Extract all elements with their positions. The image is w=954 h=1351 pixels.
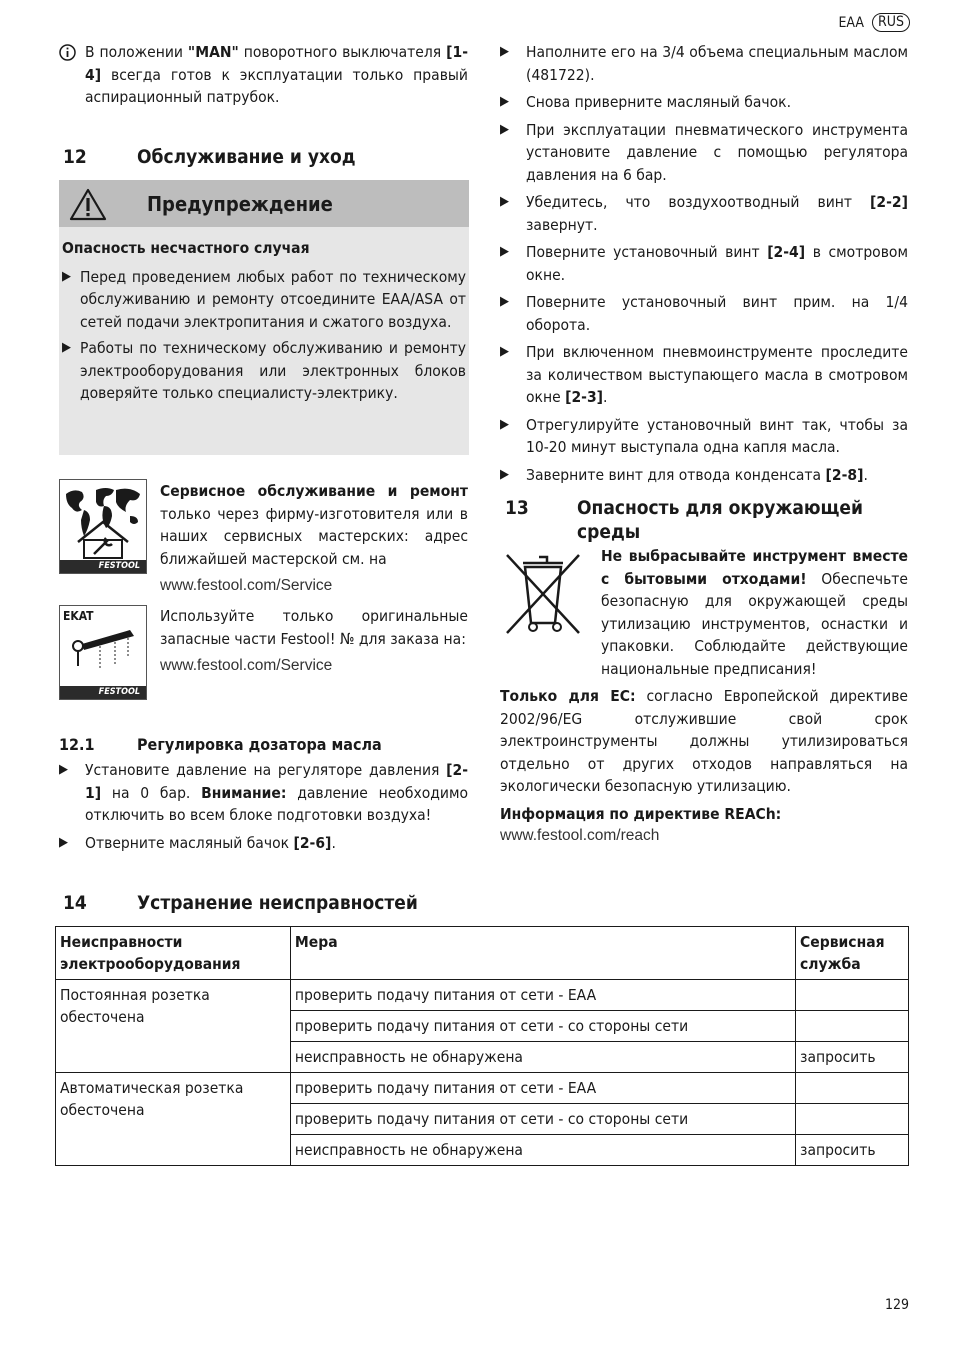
section-title: Устранение неисправностей <box>137 892 418 914</box>
intro-text-2: поворотного выключателя <box>238 43 447 61</box>
warning-box <box>59 180 469 455</box>
list-item <box>59 832 468 855</box>
fault-cell: Постоянная розетка обесточена <box>56 980 291 1073</box>
warning-title: Предупреждение <box>147 191 333 216</box>
bullet-icon: ▶ <box>500 466 509 482</box>
text: Отверните масляный бачок <box>85 833 294 852</box>
warning-subtitle: Опасность несчастного случая <box>62 239 310 257</box>
bullet-icon: ▶ <box>500 344 509 359</box>
header-service: Сервисная служба <box>796 927 909 980</box>
spare-parts-image <box>59 605 147 700</box>
language-badge: RUS <box>872 13 910 32</box>
info-icon <box>59 41 85 68</box>
section-13-heading <box>505 496 905 544</box>
list-item <box>500 41 908 86</box>
environment-text <box>500 545 908 848</box>
ref: [2-3] <box>565 388 604 406</box>
bullet-icon: ▶ <box>62 340 71 355</box>
warning-item <box>62 337 466 405</box>
service-link[interactable]: www.festool.com/Service <box>160 577 333 594</box>
bullet-icon: ▶ <box>500 121 509 137</box>
text: Отрегулируйте установочный винт так, чтобы за 10-20 минут выступала одна капля масла. <box>526 415 908 456</box>
oil-steps-right <box>500 41 908 486</box>
text: Наполните его на 3/4 объема специальным маслом (481722). <box>526 43 908 84</box>
ref: [2-2] <box>870 193 908 211</box>
service-bold: Сервисное обслуживание и ремонт <box>160 482 468 500</box>
section-number: 12 <box>63 146 87 168</box>
warning-header <box>59 180 469 227</box>
disposal-warning: Не выбрасывайте инструмент вместе с бытовыми отходами! <box>601 547 908 588</box>
table-row <box>56 980 909 1011</box>
bullet-icon: ▶ <box>500 416 509 432</box>
parts-text <box>160 605 468 678</box>
page-number: 129 <box>884 1297 909 1313</box>
intro-ref: [1-4] <box>85 43 468 84</box>
disposal-text: Обеспечьте безопасную для окружающей среды утилизацию инструментов, оснастки и упаковки. Соблюдайте действующие национальные предписания! <box>601 569 908 678</box>
service-cell <box>796 1073 909 1104</box>
service-cell: запросить <box>796 1135 909 1166</box>
intro-note <box>59 41 468 109</box>
intro-text: В положении <box>85 43 188 61</box>
parts-body: Используйте только оригинальные запасные части Festool! № для заказа на: <box>160 607 468 648</box>
section-number: 13 <box>505 497 529 519</box>
troubleshooting-table <box>55 926 909 1166</box>
bullet-icon: ▶ <box>59 762 68 777</box>
text: давление необходимо отключить во всем блоке подготовки воздуха! <box>85 783 468 824</box>
section-title: Обслуживание и уход <box>137 146 356 168</box>
list-item <box>500 241 908 286</box>
header-action: Мера <box>290 927 795 980</box>
attention: Внимание: <box>201 783 287 802</box>
eu-label: Только для ЕС: <box>500 687 636 705</box>
warning-item-text: Перед проведением любых работ по техническому обслуживанию и ремонту отсоедините EAA/ASA от сетей подачи электропитания и сжатого воздуха. <box>80 267 466 331</box>
service-cell <box>796 1011 909 1042</box>
section-14-heading <box>63 891 418 915</box>
ref: [2-1] <box>85 761 468 802</box>
action-cell: проверить подачу питания от сети - EAA <box>290 1073 795 1104</box>
service-text <box>160 480 468 598</box>
list-item <box>500 191 908 236</box>
table-row <box>56 1073 909 1104</box>
festool-logo: FESTOOL <box>60 560 146 573</box>
service-cell: запросить <box>796 1042 909 1073</box>
list-item <box>500 291 908 336</box>
list-item <box>500 91 908 114</box>
service-body: только через фирму-изготовителя или в наших сервисных мастерских: адрес ближайшей мастерской см. на <box>160 504 468 568</box>
list-item <box>500 414 908 459</box>
ref: [2-6] <box>293 833 332 852</box>
header-fault: Неисправности электрооборудования <box>56 927 291 980</box>
warning-item-text: Работы по техническому обслуживанию и ремонту электрооборудования или электронных блоков доверяйте только специалисту-электрику. <box>80 339 466 402</box>
text: Убедитесь, что воздухоотводный винт <box>526 193 871 211</box>
ref: [2-4] <box>767 243 806 261</box>
service-world-image <box>59 479 147 574</box>
text: Установите давление на регуляторе давления <box>85 761 447 779</box>
action-cell: проверить подачу питания от сети - со стороны сети <box>290 1104 795 1135</box>
warning-triangle-icon <box>69 188 107 225</box>
warning-item <box>62 266 466 334</box>
reach-label: Информация по директиве REACh: <box>500 804 782 823</box>
bullet-icon: ▶ <box>500 94 509 109</box>
table-header-row <box>56 927 909 980</box>
text: . <box>331 833 336 852</box>
festool-logo: FESTOOL <box>60 686 146 699</box>
text: на 0 бар. <box>101 783 202 802</box>
reach-link[interactable]: www.festool.com/reach <box>500 827 660 844</box>
bullet-icon: ▶ <box>500 244 509 259</box>
model-label: EAA <box>838 14 865 31</box>
service-cell <box>796 980 909 1011</box>
parts-link[interactable]: www.festool.com/Service <box>160 657 333 674</box>
text: Заверните винт для отвода конденсата <box>526 465 826 484</box>
intro-man: "MAN" <box>187 43 239 61</box>
text: . <box>603 388 608 406</box>
action-cell: неисправность не обнаружена <box>290 1135 795 1166</box>
eu-text: согласно Европейской директиве 2002/96/EG отслужившие свой срок электроинструменты должны утилизироваться отдельно от других отходов направляться на экологически безопасную утилизацию. <box>500 687 909 795</box>
section-title: Опасность для окружающей среды <box>577 497 863 543</box>
intro-text-3: всегда готов к эксплуатации только правый аспирационный патрубок. <box>85 65 468 106</box>
text: завернут. <box>526 215 598 234</box>
text: Поверните установочный винт прим. на 1/4 оборота. <box>526 293 908 334</box>
text: Поверните установочный винт <box>526 243 768 261</box>
service-cell <box>796 1104 909 1135</box>
oil-steps-left <box>59 759 468 854</box>
bullet-icon: ▶ <box>500 44 509 59</box>
section-12-1-heading <box>59 734 382 756</box>
list-item <box>500 464 908 487</box>
text: При включенном пневмоинструменте проследите за количеством выступающего масла в смотровом окне <box>526 343 908 406</box>
action-cell: неисправность не обнаружена <box>290 1042 795 1073</box>
bullet-icon: ▶ <box>500 194 509 209</box>
list-item <box>500 119 908 187</box>
fault-cell: Автоматическая розетка обесточена <box>56 1073 291 1166</box>
action-cell: проверить подачу питания от сети - EAA <box>290 980 795 1011</box>
page-header <box>838 13 910 32</box>
section-number: 12.1 <box>59 735 95 754</box>
text: Снова приверните масляный бачок. <box>526 93 791 111</box>
section-12-heading <box>63 145 356 169</box>
section-title: Регулировка дозатора масла <box>137 735 382 754</box>
bullet-icon: ▶ <box>62 268 71 284</box>
action-cell: проверить подачу питания от сети - со стороны сети <box>290 1011 795 1042</box>
ekat-label: EKAT <box>63 609 94 623</box>
list-item <box>500 341 908 409</box>
bullet-icon: ▶ <box>59 834 68 850</box>
text: . <box>863 465 868 484</box>
text: в смотровом окне. <box>526 243 908 284</box>
list-item <box>59 759 468 827</box>
bullet-icon: ▶ <box>500 294 509 309</box>
text: При эксплуатации пневматического инструмента установите давление с помощью регулятора давления на 6 бар. <box>526 120 908 184</box>
section-number: 14 <box>63 892 87 914</box>
ref: [2-8] <box>825 465 864 484</box>
